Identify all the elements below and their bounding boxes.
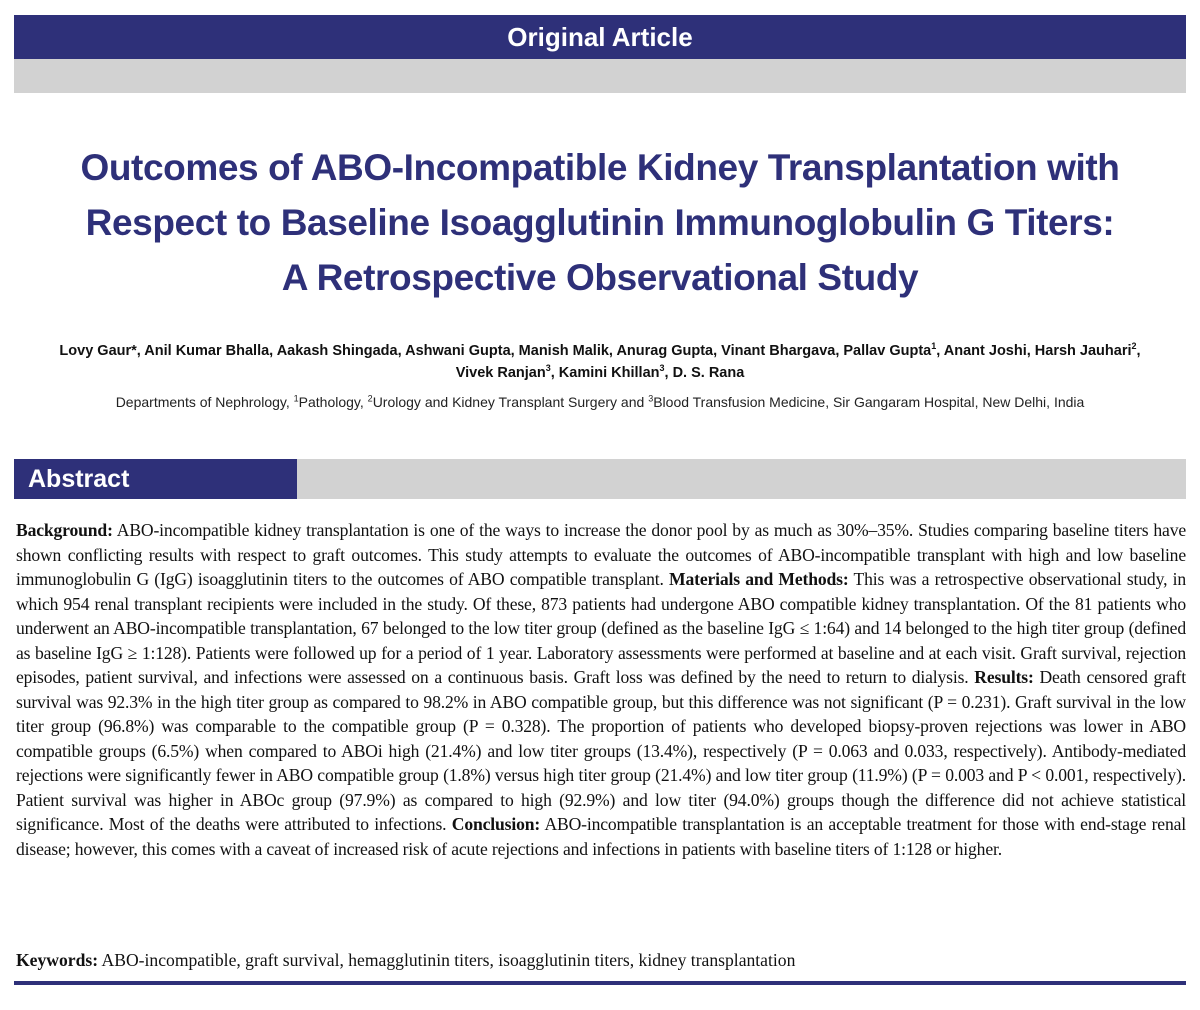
affiliation-part-4: Blood Transfusion Medicine, Sir Gangaram Hospital, New Delhi, India	[653, 394, 1085, 410]
author-text-5: , Kamini Khillan	[550, 365, 660, 381]
conclusion-text: ABO-incompatible transplantation is an acceptable treatment for those with end-stage renal disease; however, this comes with a caveat of increased risk of acute rejections and infections in patients with baseline titers of 1:128 or higher.	[16, 814, 1187, 859]
author-affil-sup-1: 1	[931, 341, 937, 352]
background-text: ABO-incompatible kidney transplantation is one of the ways to increase the donor pool by as much as 30%–35%. Studies comparing baseline titers have shown conflicting results with respect to graft outcomes. This study attempts to evaluate the outcomes of ABO-incompatible transplant with high and low baseline immunoglobulin G (IgG) isoagglutinin titers to the outcomes of ABO compatible transplant.	[16, 520, 1186, 589]
article-title	[40, 140, 1160, 305]
affiliation	[30, 391, 1170, 413]
keywords	[16, 948, 1186, 972]
results-text: Death censored graft survival was 92.3% in the high titer group as compared to 98.2% in ABO compatible group, but this difference was not significant (P = 0.231). Graft survival in the low titer group (96.8%) was comparable to the compatible group (P = 0.328). The proportion of patients who developed biopsy-proven rejections was lower in ABO compatible groups (6.5%) when compared to ABOi high (21.4%) and low titer groups (13.4%), respectively (P = 0.063 and 0.033, respectively). Antibody-mediated rejections were significantly fewer in ABO compatible group (1.8%) versus high titer group (21.4%) and low titer group (11.9%) (P = 0.003 and P < 0.001, respectively). Patient survival was higher in ABOc group (97.9%) as compared to high (92.9%) and low titer (94.0%) groups though the difference did not achieve statistical significance. Most of the deaths were attributed to infections.	[16, 667, 1186, 834]
results-label: Results:	[974, 667, 1034, 687]
affiliation-sup-3: 3	[648, 393, 654, 404]
conclusion-label: Conclusion:	[451, 814, 541, 834]
author-text-6: , D. S. Rana	[664, 365, 745, 381]
abstract-heading-text: Abstract	[28, 464, 130, 493]
author-affil-sup-3: 3	[545, 363, 551, 374]
bottom-divider	[14, 981, 1186, 985]
author-text-2: , Anant Joshi, Harsh Jauhari	[936, 343, 1132, 359]
affiliation-sup-2: 2	[367, 393, 373, 404]
author-affil-sup-4: 3	[659, 363, 665, 374]
affiliation-part-2: Pathology,	[298, 394, 368, 410]
title-line-2: Respect to Baseline Isoagglutinin Immunoglobulin G Titers:	[85, 202, 1115, 243]
methods-label: Materials and Methods:	[669, 569, 849, 589]
keywords-label: Keywords:	[16, 950, 99, 970]
banner-underbar	[14, 59, 1186, 93]
author-text-3: ,	[1136, 343, 1141, 359]
affiliation-part-3: Urology and Kidney Transplant Surgery and	[372, 394, 649, 410]
title-line-1: Outcomes of ABO-Incompatible Kidney Transplantation with	[80, 147, 1120, 188]
affiliation-sup-1: 1	[293, 393, 299, 404]
author-affil-sup-2: 2	[1131, 341, 1137, 352]
author-text-4: Vivek Ranjan	[455, 365, 546, 381]
author-text-1: Lovy Gaur*, Anil Kumar Bhalla, Aakash Shingada, Ashwani Gupta, Manish Malik, Anurag Gupta, Vinant Bhargava, Pallav Gupta	[59, 343, 932, 359]
abstract-heading	[14, 459, 297, 499]
background-label: Background:	[16, 520, 113, 540]
article-type-label: Original Article	[507, 21, 693, 52]
keywords-text: ABO-incompatible, graft survival, hemagglutinin titers, isoagglutinin titers, kidney transplantation	[98, 950, 796, 970]
article-type-banner	[14, 15, 1186, 59]
affiliation-part-1: Departments of Nephrology,	[115, 394, 294, 410]
abstract-body	[16, 518, 1186, 861]
title-line-3: A Retrospective Observational Study	[281, 257, 919, 298]
methods-text: This was a retrospective observational study, in which 954 renal transplant recipients were included in the study. Of these, 873 patients had undergone ABO compatible kidney transplantation. Of the 81 patients who underwent an ABO-incompatible transplantation, 67 belonged to the low titer group (defined as the baseline IgG ≤ 1:64) and 14 belonged to the high titer group (defined as baseline IgG ≥ 1:128). Patients were followed up for a period of 1 year. Laboratory assessments were performed at baseline and at each visit. Graft survival, rejection episodes, patient survival, and infections were assessed on a continuous basis. Graft loss was defined by the need to return to dialysis.	[16, 569, 1186, 687]
author-list	[30, 340, 1170, 384]
